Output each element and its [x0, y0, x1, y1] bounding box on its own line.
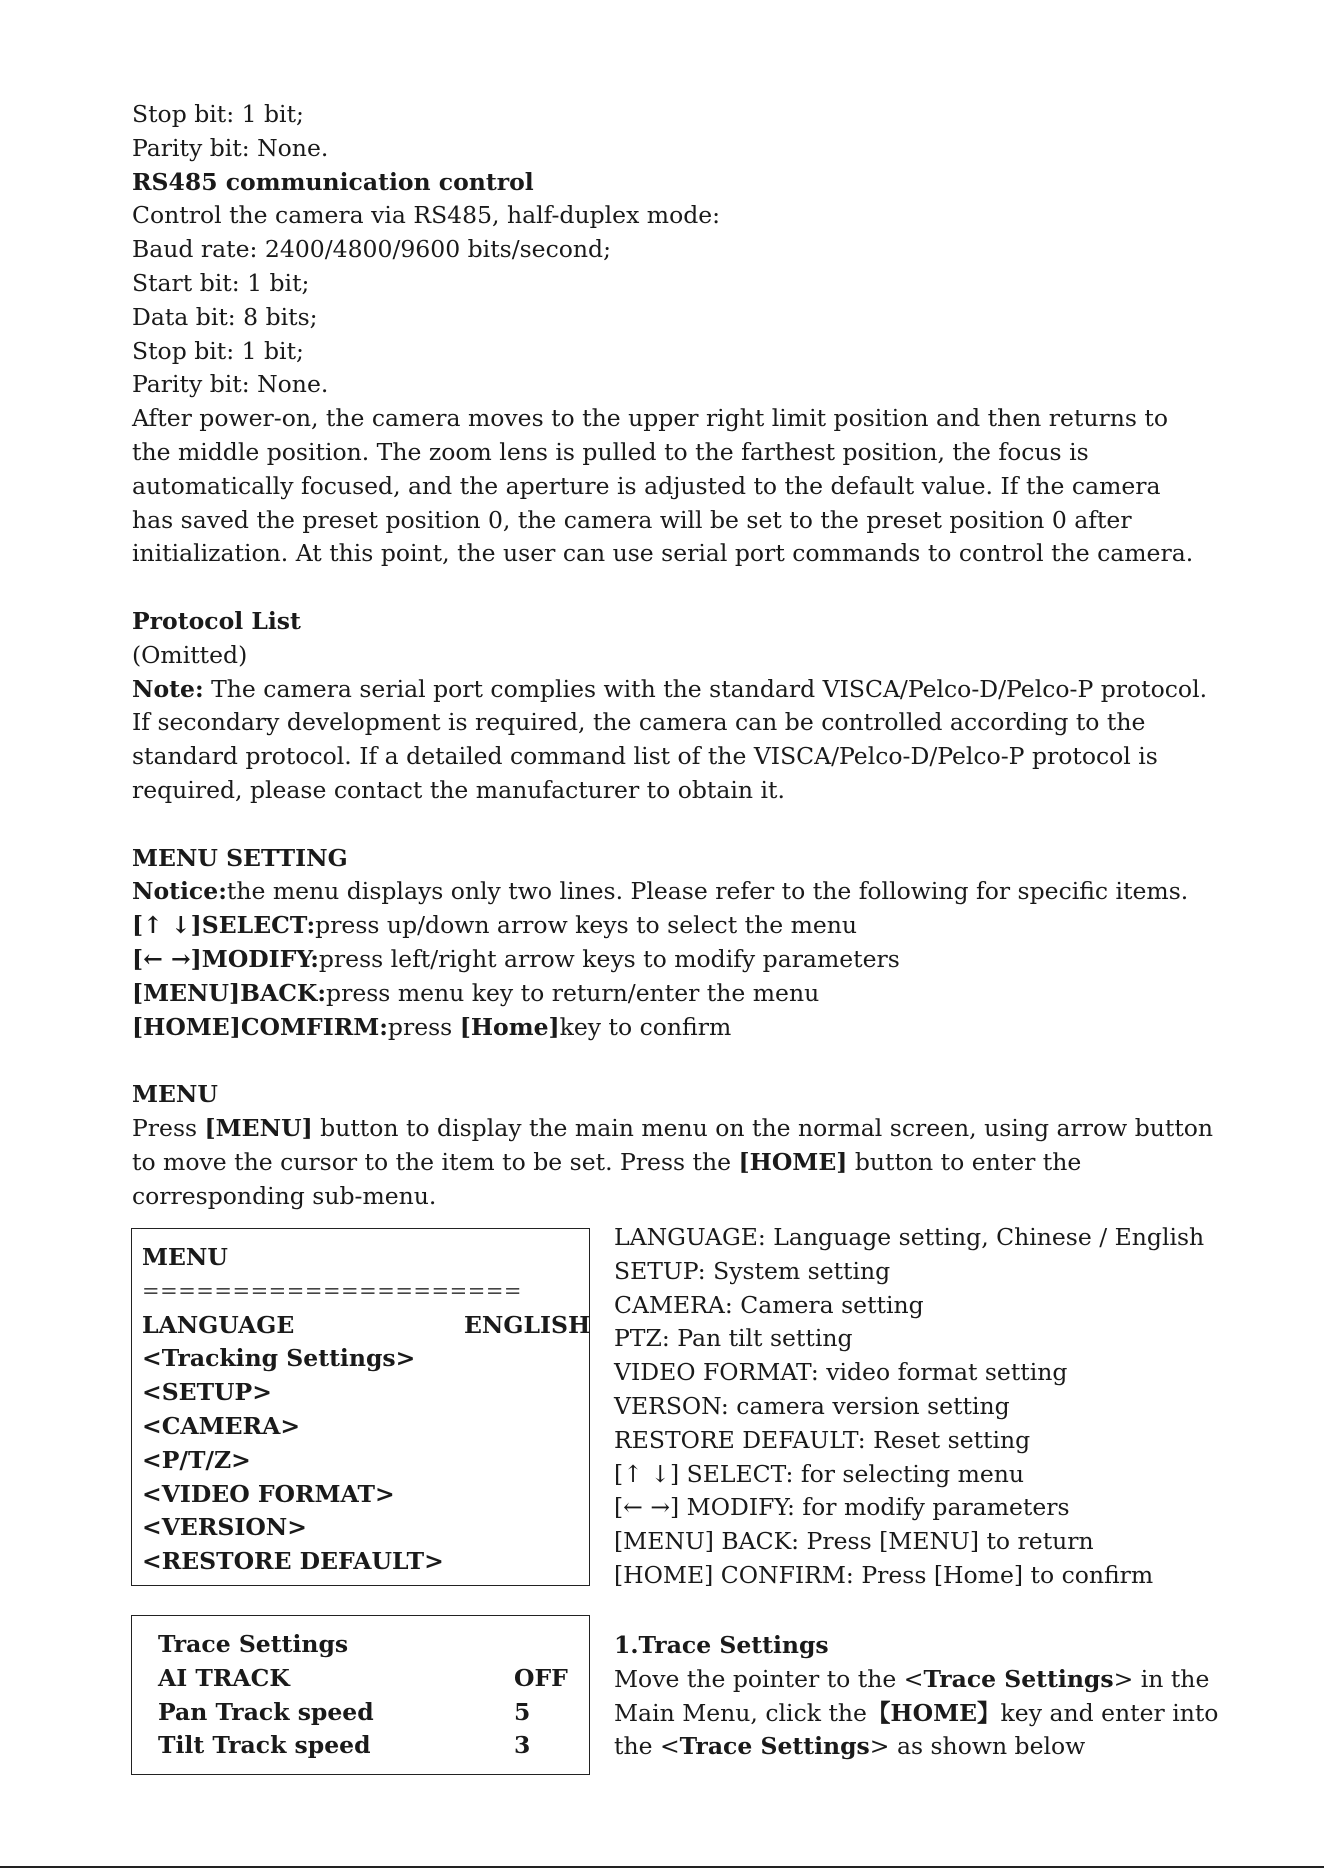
trace-text: key and enter into [1000, 1698, 1219, 1727]
menu-item-ptz: <P/T/Z> [142, 1445, 251, 1474]
text-line: Stop bit: 1 bit; [132, 336, 304, 365]
trace-text-bold: Trace Settings [923, 1664, 1114, 1693]
section-heading-rs485: RS485 communication control [132, 167, 534, 196]
trace-desc-line [614, 1663, 1218, 1697]
back-text: press menu key to return/enter the menu [326, 978, 820, 1007]
desc-line: [← →] MODIFY: for modify parameters [614, 1493, 1070, 1522]
desc-line: LANGUAGE: Language setting, Chinese / English [614, 1223, 1205, 1251]
note-line: standard protocol. If a detailed command list of the VISCA/Pelco-D/Pelco-P protocol is [132, 742, 1158, 771]
notice-line [132, 875, 1207, 909]
desc-line: PTZ: Pan tilt setting [614, 1324, 853, 1353]
trace-text: > in the [1113, 1664, 1210, 1693]
trace-text-bold: 【HOME】 [866, 1698, 1001, 1727]
trace-text: Move the pointer to the < [614, 1664, 924, 1693]
trace-description [614, 1629, 1218, 1764]
menu-text: button to enter the [847, 1147, 1082, 1176]
spacer [132, 571, 1207, 605]
menu-key: [MENU] [204, 1113, 313, 1142]
back-label: [MENU]BACK: [132, 978, 327, 1007]
section-heading-menu: MENU [132, 1080, 218, 1109]
trace-text: > as shown below [869, 1732, 1086, 1761]
text-line: Parity bit: None. [132, 133, 329, 162]
text-line: Baud rate: 2400/4800/9600 bits/second; [132, 235, 611, 264]
desc-line: [MENU] BACK: Press [MENU] to return [614, 1527, 1094, 1556]
trace-text: the < [614, 1732, 680, 1761]
desc-line: VIDEO FORMAT: video format setting [614, 1358, 1068, 1387]
confirm-key: [Home] [459, 1012, 560, 1041]
select-text: press up/down arrow keys to select the menu [315, 911, 858, 940]
modify-line [132, 943, 1207, 977]
modify-text: press left/right arrow keys to modify parameters [318, 944, 900, 973]
trace-box-title: Trace Settings [158, 1630, 349, 1658]
menu-item-version: <VERSION> [142, 1513, 307, 1542]
paragraph-line: has saved the preset position 0, the camera will be set to the preset position 0 after [132, 505, 1132, 534]
desc-line: SETUP: System setting [614, 1256, 891, 1285]
notice-label: Notice: [132, 877, 227, 906]
confirm-post: key to confirm [559, 1012, 732, 1041]
spacer [132, 1044, 1207, 1078]
trace-row-label: Tilt Track speed [158, 1731, 371, 1760]
menu-text-line [132, 1146, 1207, 1180]
menu-text-line [132, 1112, 1214, 1146]
trace-row-label: AI TRACK [158, 1663, 290, 1692]
trace-text: Main Menu, click the [614, 1698, 867, 1727]
spacer [132, 808, 1207, 842]
desc-line: CAMERA: Camera setting [614, 1290, 924, 1319]
confirm-label: [HOME]COMFIRM: [132, 1012, 388, 1041]
trace-row-value: 5 [514, 1697, 531, 1726]
menu-item-restore-default: <RESTORE DEFAULT> [142, 1547, 444, 1576]
menu-item-video-format: <VIDEO FORMAT> [142, 1479, 395, 1508]
section-heading-menu-setting: MENU SETTING [132, 843, 348, 872]
confirm-line [132, 1011, 1207, 1045]
menu-text: button to display the main menu on the normal screen, using arrow button [312, 1113, 1214, 1142]
trace-desc-line [614, 1730, 1218, 1764]
text-line: Data bit: 8 bits; [132, 302, 318, 331]
note-label: Note: [132, 674, 204, 703]
menu-item-setup: <SETUP> [142, 1378, 272, 1407]
page-bottom-rule [0, 1866, 1324, 1868]
menu-box-separator: ===================== [142, 1278, 523, 1303]
menu-text: Press [132, 1113, 205, 1142]
desc-line: [HOME] CONFIRM: Press [Home] to confirm [614, 1560, 1154, 1589]
text-line: Parity bit: None. [132, 370, 329, 399]
notice-text: the menu displays only two lines. Please refer to the following for specific items. [226, 877, 1189, 906]
note-line: If secondary development is required, the camera can be controlled according to the [132, 708, 1146, 737]
trace-desc-heading: 1.Trace Settings [614, 1631, 829, 1659]
paragraph-line: initialization. At this point, the user can use serial port commands to control the camera. [132, 539, 1194, 568]
home-key: [HOME] [738, 1147, 848, 1176]
paragraph-line: After power-on, the camera moves to the upper right limit position and then returns to [132, 404, 1168, 433]
note-line [132, 673, 1207, 707]
trace-text-bold: Trace Settings [679, 1732, 870, 1761]
back-line [132, 977, 1207, 1011]
menu-description [614, 1221, 1204, 1593]
text-line: Start bit: 1 bit; [132, 268, 310, 297]
menu-box-title: MENU [142, 1243, 228, 1271]
trace-row-tilt-speed [158, 1729, 589, 1763]
document-page [132, 98, 1214, 1213]
confirm-pre: press [387, 1012, 460, 1041]
trace-row-pan-speed [158, 1696, 589, 1730]
trace-row-ai-track [158, 1662, 589, 1696]
menu-item-language [142, 1309, 589, 1343]
menu-item-tracking-settings: <Tracking Settings> [142, 1344, 416, 1373]
desc-line: [↑ ↓] SELECT: for selecting menu [614, 1459, 1025, 1488]
menu-text-line: corresponding sub-menu. [132, 1181, 437, 1210]
language-value: ENGLISH [464, 1310, 591, 1339]
trace-row-value: OFF [514, 1663, 568, 1692]
language-label: LANGUAGE [142, 1310, 295, 1339]
text-line: (Omitted) [132, 640, 248, 669]
note-line: required, please contact the manufacturer to obtain it. [132, 775, 785, 804]
trace-settings-box [131, 1615, 590, 1775]
trace-row-value: 3 [514, 1731, 531, 1760]
menu-box [131, 1228, 590, 1586]
text-line: Control the camera via RS485, half-duplex mode: [132, 201, 721, 230]
select-label: [↑ ↓]SELECT: [132, 911, 316, 940]
note-text: The camera serial port complies with the standard VISCA/Pelco-D/Pelco-P protocol. [203, 674, 1208, 703]
trace-desc-line [614, 1697, 1218, 1731]
menu-text: to move the cursor to the item to be set. Press the [132, 1147, 739, 1176]
paragraph-line: automatically focused, and the aperture is adjusted to the default value. If the camera [132, 471, 1161, 500]
menu-item-camera: <CAMERA> [142, 1411, 301, 1440]
modify-label: [← →]MODIFY: [132, 944, 319, 973]
trace-row-label: Pan Track speed [158, 1697, 374, 1726]
desc-line: RESTORE DEFAULT: Reset setting [614, 1425, 1031, 1454]
desc-line: VERSON: camera version setting [614, 1391, 1010, 1420]
paragraph-line: the middle position. The zoom lens is pulled to the farthest position, the focus is [132, 437, 1089, 466]
select-line [132, 909, 1207, 943]
text-line: Stop bit: 1 bit; [132, 100, 304, 128]
section-heading-protocol: Protocol List [132, 606, 301, 635]
